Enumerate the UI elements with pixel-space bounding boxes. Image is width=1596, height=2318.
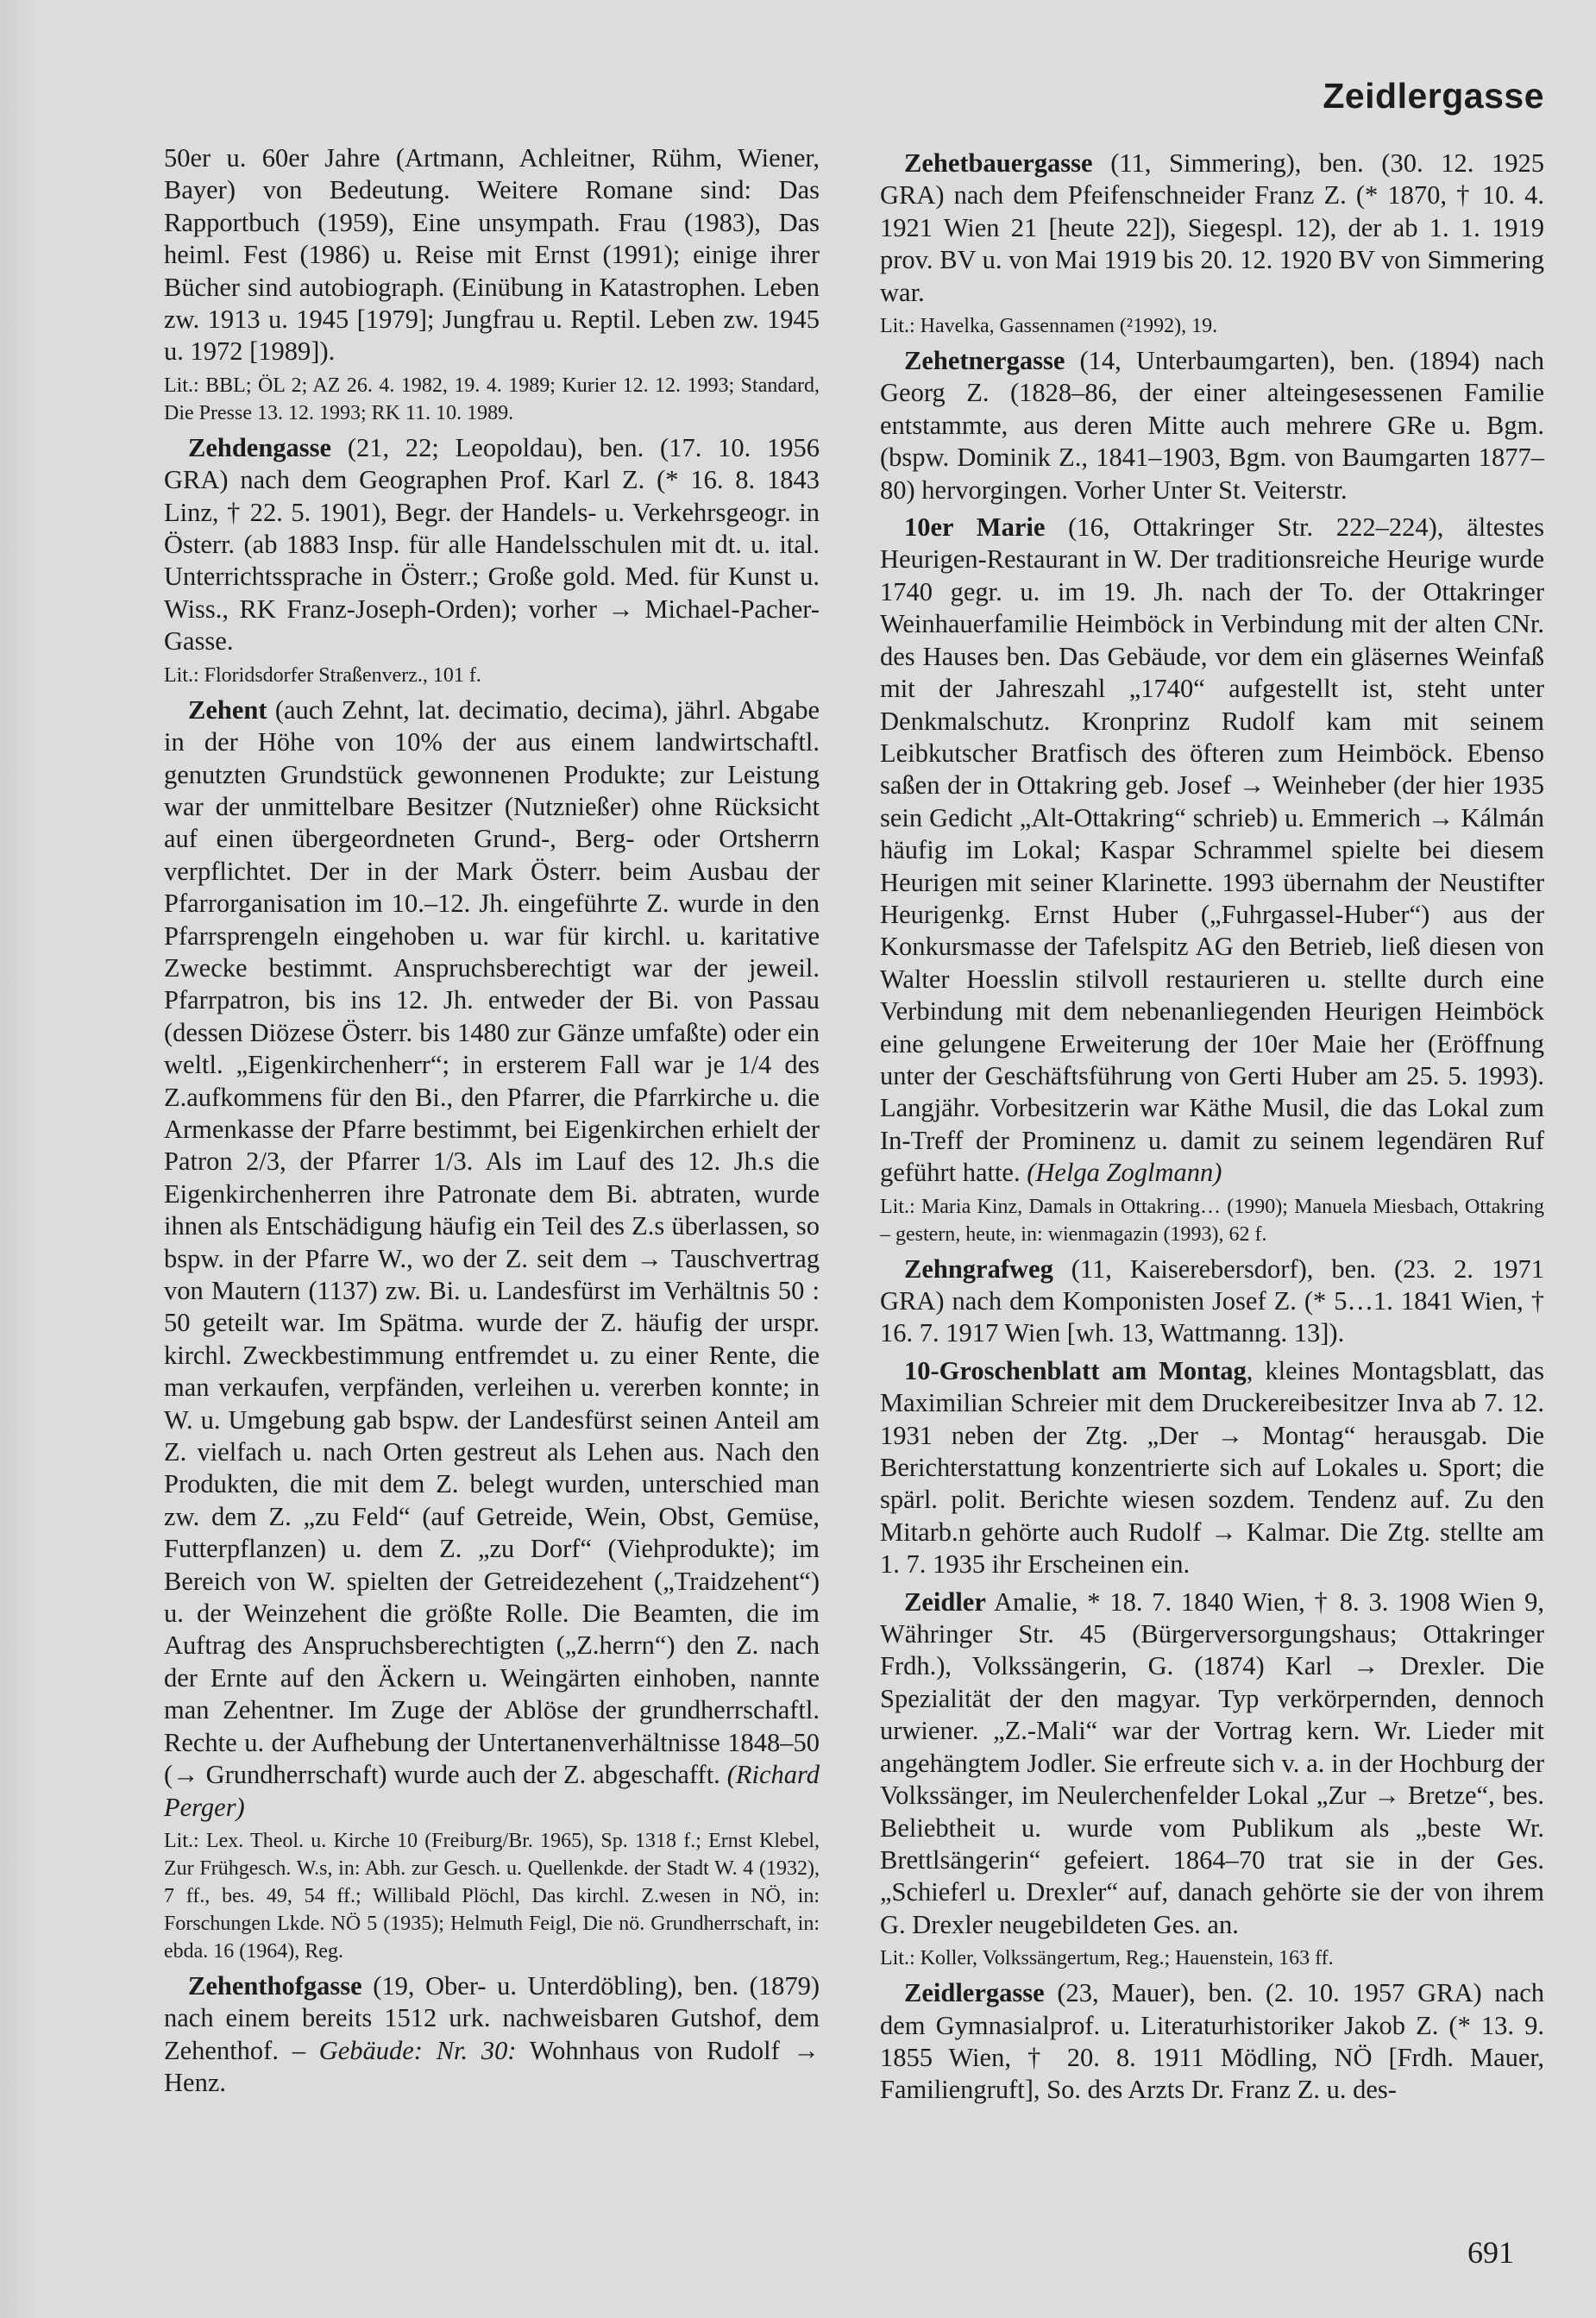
entry-headword: Zeidlergasse <box>904 1978 1045 2008</box>
entry-text: (11, Kaiserebersdorf), ben. (23. 2. 1971 GRA) nach dem Komponisten Josef Z. (* 5…1. 1841 Wien, † 16. 7. 1917 Wien [wh. 13, Wattmanng. 13]). <box>880 1253 1544 1348</box>
entry-text: (16, Ottakringer Str. 222–224), ältestes Heurigen-Restaurant in W. Der traditionsreiche Heurige wurde 1740 gegr. u. im 19. Jh. nach der To. der Ottakringer Weinhauerfamilie Heimböck in Verbindung mit der alten CNr. des Hauses ben. Das Gebäude, vor dem ein gläsernes Weinfaß mit der Jahreszahl „1740“ aufgestellt ist, steht unter Denkmalschutz. Kronprinz Rudolf kam mit seinem Leibkutscher Bratfisch des öfteren zum Heimböck. Ebenso saßen der in Ottakring geb. Josef → Weinheber (der hier 1935 sein Gedicht „Alt-Ottakring“ schrieb) u. Emmerich → Kálmán häufig im Lokal; Kaspar Schrammel spielte bei diesem Heurigen mit seiner Klarinette. 1993 übernahm der Neustifter Heurigenkg. Ernst Huber („Fuhrgassel-Huber“) aus der Konkursmasse der Tafelspitz AG den Betrieb, ließ diesen von Walter Hoesslin stilvoll restaurieren u. stellte durch eine Verbindung mit dem nebenanliegenden Heurigen Heimböck eine gelungene Erweiterung der 10er Maie her (Eröffnung unter der Geschäftsführung von Gerti Huber am 25. 5. 1993). Langjähr. Vorbesitzerin war Käthe Musil, die das Lokal zum In-Treff der Prominenz u. damit zu seinem legendären Ruf geführt hatte. <box>880 512 1544 1188</box>
entry-text: Amalie, * 18. 7. 1840 Wien, † 8. 3. 1908 Wien 9, Währinger Str. 45 (Bürgerversorgungshaus; Ottakringer Frdh.), Volkssängerin, G. (1874) Karl → Drexler. Die Spezialität der den magyar. Typ verkörpernden, dennoch urwiener. „Z.-Mali“ war der Vortrag kern. Wr. Lieder mit angehängtem Jodler. Sie erfreute sich v. a. in der Hochburg der Volkssänger, im Neulerchenfelder Lokal „Zur → Bretze“, bes. Beliebtheit u. wurde vom Publikum als „beste Wr. Brettlsängerin“ gefeiert. 1864–70 trat sie in der Ges. „Schieferl u. Drexler“ auf, danach gehörte sie der von ihrem G. Drexler neugebildeten Ges. an. <box>880 1586 1544 1939</box>
entry-headword: Zehetbauergasse <box>904 148 1093 178</box>
entry-text: , kleines Montagsblatt, das Maximilian Schreier mit dem Druckereibesitzer Inva ab 7. 12. 1931 neben der Ztg. „Der → Montag“ herausgab. Die Berichterstattung konzentrierte sich auf Lokales u. Sport; die spärl. polit. Berichte wiesen sozdem. Tendenz auf. Zu den Mitarb.n gehörte auch Rudolf → Kalmar. Die Ztg. stellte am 1. 7. 1935 ihr Erscheinen ein. <box>880 1355 1544 1580</box>
dictionary-entry <box>164 1970 820 2100</box>
running-head: Zeidlergasse <box>1323 76 1544 116</box>
entry-headword: Zehenthofgasse <box>188 1970 362 2001</box>
entry-headword: Zehetnergasse <box>904 346 1065 376</box>
entry-author: (Helga Zoglmann) <box>1027 1158 1222 1188</box>
entry-headword: 10er Marie <box>904 512 1046 543</box>
literature-note: Lit.: Lex. Theol. u. Kirche 10 (Freiburg/Br. 1965), Sp. 1318 f.; Ernst Klebel, Zur Frühgesch. W.s, in: Abh. zur Gesch. u. Quellenkde. der Stadt W. 4 (1932), 7 ff., bes. 49, 54 ff.; Willibald Plöchl, Das kirchl. Z.wesen in NÖ, in: Forschungen Lkde. NÖ 5 (1935); Helmuth Feigl, Die nö. Grundherrschaft, in: ebda. 16 (1964), Reg. <box>164 1829 820 1963</box>
dictionary-entry <box>880 1355 1544 1581</box>
entry-text: (19, Ober- u. Unterdöbling), ben. (1879) nach einem bereits 1512 urk. nachweisbaren Gutshof, dem Zehenthof. – <box>164 1970 820 2065</box>
entry-author: (Richard Perger) <box>164 1760 820 1822</box>
entry-text: (14, Unterbaumgarten), ben. (1894) nach Georg Z. (1828–86, der einer alteingesessenen Familie entstammte, aus deren Mitte auch mehrere GRe u. Bgm. (bspw. Dominik Z., 1841–1903, Bgm. von Baumgarten 1877–80) hervorgingen. Vorher Unter St. Veiterstr. <box>880 346 1544 505</box>
literature-note: Lit.: BBL; ÖL 2; AZ 26. 4. 1982, 19. 4. 1989; Kurier 12. 12. 1993; Standard, Die Presse 13. 12. 1993; RK 11. 10. 1989. <box>164 374 820 424</box>
dictionary-entry <box>880 1586 1544 1941</box>
right-column <box>880 142 1544 2107</box>
entry-text: (11, Simmering), ben. (30. 12. 1925 GRA) nach dem Pfeifenschneider Franz Z. (* 1870, † 10. 4. 1921 Wien 21 [heute 22]), Siegespl. 12), der ab 1. 1. 1919 prov. BV u. von Mai 1919 bis 20. 12. 1920 BV von Simmering war. <box>880 148 1544 307</box>
entry-text-tail: Wohnhaus von Rudolf → Henz. <box>164 2035 820 2098</box>
dictionary-entry <box>164 694 820 1824</box>
entry-headword: Zeidler <box>904 1586 986 1617</box>
entry-headword: Zehent <box>188 694 267 725</box>
entry-headword: Zehdengasse <box>188 432 332 462</box>
entry-text: (21, 22; Leopoldau), ben. (17. 10. 1956 GRA) nach dem Geographen Prof. Karl Z. (* 16. 8. 1843 Linz, † 22. 5. 1901), Begr. der Handels- u. Verkehrsgeogr. in Österr. (ab 1883 Insp. für alle Handelsschulen mit dt. u. ital. Unterrichtssprache in Österr.; Große gold. Med. für Kunst u. Wiss., RK Franz-Joseph-Orden); vorher → Michael-Pacher-Gasse. <box>164 432 820 656</box>
dictionary-entry <box>880 345 1544 506</box>
dictionary-entry <box>880 1253 1544 1350</box>
literature-note: Lit.: Havelka, Gassennamen (²1992), 19. <box>880 315 1218 338</box>
dictionary-entry <box>880 1977 1544 2107</box>
literature-note: Lit.: Koller, Volkssängertum, Reg.; Hauenstein, 163 ff. <box>880 1947 1334 1970</box>
left-column <box>164 142 820 2100</box>
dictionary-entry <box>880 148 1544 309</box>
entry-italic: Gebäude: Nr. 30: <box>318 2035 517 2065</box>
entry-headword: Zehngrafweg <box>904 1253 1053 1284</box>
entry-headword: 10-Groschenblatt am Montag <box>904 1355 1247 1385</box>
entry-text: (23, Mauer), ben. (2. 10. 1957 GRA) nach dem Gymnasialprof. u. Literaturhistoriker Jakob Z. (* 13. 9. 1855 Wien, † 20. 8. 1911 Mödling, NÖ [Frdh. Mauer, Familiengruft], So. des Arzts Dr. Franz Z. u. des- <box>880 1978 1544 2105</box>
entry-text: (auch Zehnt, lat. decimatio, decima), jährl. Abgabe in der Höhe von 10% der aus einem landwirtschaftl. genutzten Grundstück gewonnenen Produkte; zur Leistung war der unmittelbare Besitzer (Nutznießer) ohne Rücksicht auf einen übergeordneten Grund-, Berg- oder Ortsherrn verpflichtet. Der in der Mark Österr. beim Ausbau der Pfarrorganisation im 10.–12. Jh. eingeführte Z. wurde in den Pfarrsprengeln eingehoben u. war für kirchl. u. karitative Zwecke bestimmt. Anspruchsberechtigt war der jeweil. Pfarrpatron, bis ins 12. Jh. entweder der Bi. von Passau (dessen Diözese Österr. bis 1480 zur Gänze umfaßte) oder ein weltl. „Eigenkirchenherr“; in ersterem Fall war je 1/4 des Z.aufkommens für den Bi., den Pfarrer, die Pfarrkirche u. die Armenkasse der Pfarre bestimmt, bei Eigenkirchen erhielt der Patron 2/3, der Pfarrer 1/3. Als im Lauf des 12. Jh.s die Eigenkirchenherren ihre Patronate dem Bi. abtraten, wurde ihnen als Entschädigung häufig ein Teil des Z.s überlassen, so bspw. in der Pfarre W., wo der Z. seit dem → Tauschvertrag von Mautern (1137) zw. Bi. u. Landesfürst im Verhältnis 50 : 50 geteilt war. Im Spätma. wurde der Z. häufig der urspr. kirchl. Zweckbestimmung entfremdet u. zu einer Rente, die man verkaufen, verpfänden, verleihen u. vererben konnte; in W. u. Umgebung gab bspw. der Landesfürst seinen Anteil am Z. vielfach u. nach Orten gestreut als Lehen aus. Nach den Produkten, die mit dem Z. belegt wurden, unterschied man zw. dem Z. „zu Feld“ (auf Getreide, Wein, Obst, Gemüse, Futterpflanzen) u. dem Z. „zu Dorf“ (Viehprodukte); im Bereich von W. spielten der Getreidezehent („Traidzehent“) u. der Weinzehent die größte Rolle. Die Beamten, die im Auftrag des Anspruchsberechtigten („Z.herrn“) den Z. nach der Ernte auf den Äckern u. Weingärten einhoben, nannte man Zehentner. Im Zuge der Ablöse der grundherrschaftl. Rechte u. der Aufhebung der Untertanenverhältnisse 1848–50 (→ Grundherrschaft) wurde auch der Z. abgeschafft. <box>164 694 820 1790</box>
body-text: 50er u. 60er Jahre (Artmann, Achleitner, Rühm, Wiener, Bayer) von Bedeutung. Weitere Romane sind: Das Rapportbuch (1959), Eine unsympath. Frau (1983), Das heiml. Fest (1986) u. Reise mit Ernst (1991); einige ihrer Bücher sind autobiograph. (Einübung in Katastrophen. Leben zw. 1913 u. 1945 [1979]; Jungfrau u. Reptil. Leben zw. 1945 u. 1972 [1989]). <box>164 143 820 367</box>
literature-note: Lit.: Floridsdorfer Straßenverz., 101 f. <box>164 663 481 687</box>
literature-note: Lit.: Maria Kinz, Damals in Ottakring… (1990); Manuela Miesbach, Ottakring – gestern, heute, in: wienmagazin (1993), 62 f. <box>880 1195 1544 1246</box>
page-number: 691 <box>1467 2235 1514 2270</box>
dictionary-entry <box>880 512 1544 1190</box>
dictionary-entry <box>164 432 820 658</box>
